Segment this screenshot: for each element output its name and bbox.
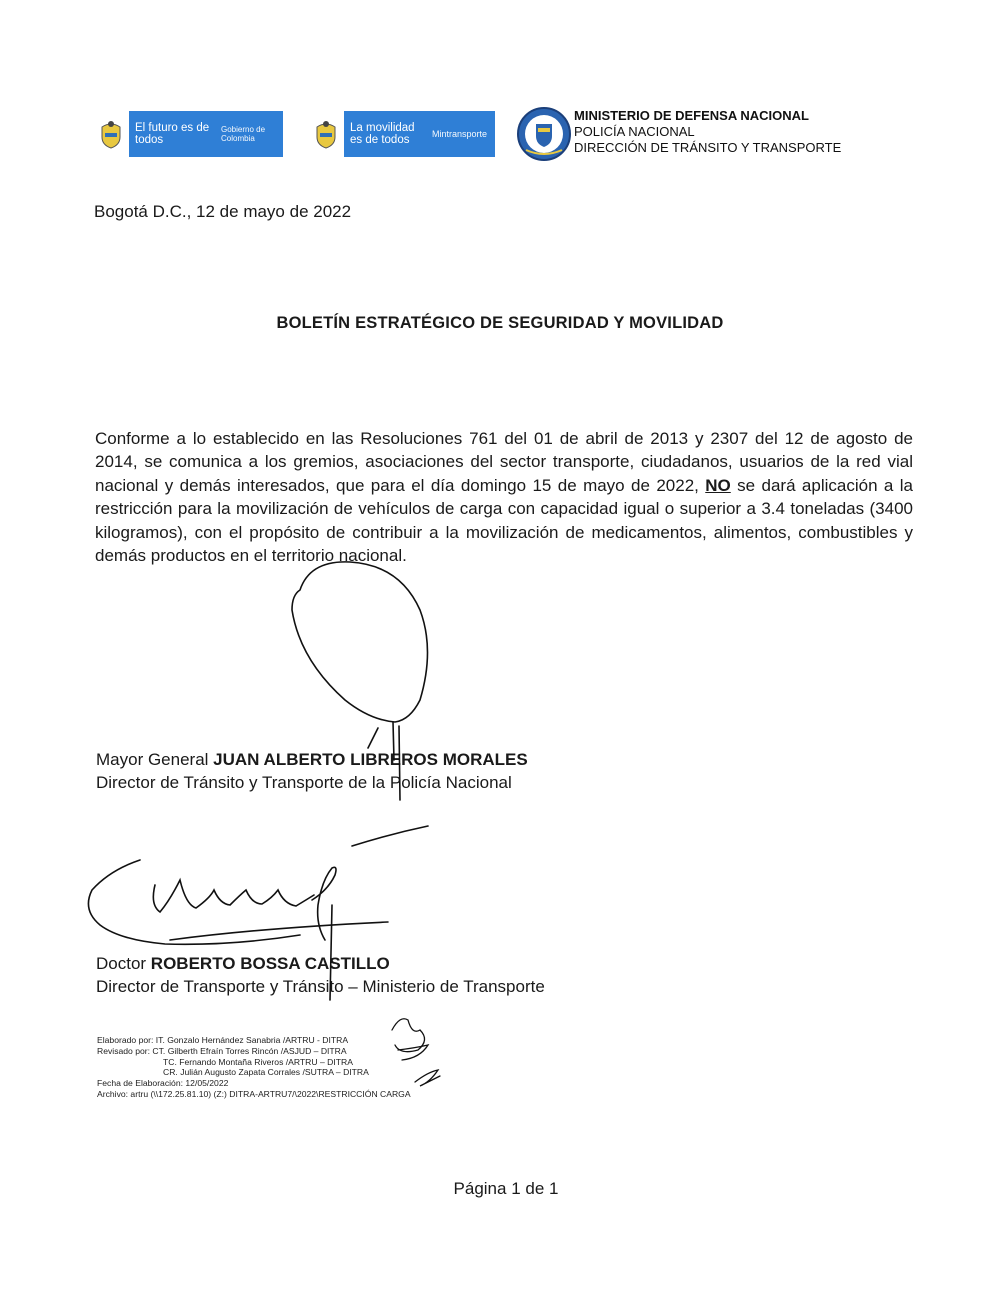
policia-nacional-seal-icon: [516, 106, 572, 162]
body-paragraph: [95, 427, 913, 567]
mintransporte-logo: [308, 111, 495, 157]
document-date: Bogotá D.C., 12 de mayo de 2022: [94, 202, 352, 221]
gobierno-logo: [93, 111, 283, 157]
document-title: BOLETÍN ESTRATÉGICO DE SEGURIDAD Y MOVILIDAD: [276, 314, 724, 332]
document-metadata: [97, 1035, 411, 1100]
body-text-after: se dará aplicación a la restricción para la movilización de vehículos de carga con capacidad igual o superior a 3.4 toneladas (3400 kilogramos), con el propósito de contribuir a la movilización de medicamentos, alimentos, combustibles y demás productos en el territorio nacional.: [95, 475, 913, 566]
elaborado-por: Elaborado por: IT. Gonzalo Hernández Sanabria /ARTRU - DITRA: [97, 1035, 349, 1045]
gobierno-slogan: El futuro es de todos: [135, 122, 210, 146]
archivo-path: Archivo: artru (\\172.25.81.10) (Z:) DITRA-ARTRU7/\2022\RESTRICCIÓN CARGA: [97, 1088, 411, 1099]
mintransporte-label: Mintransporte: [432, 128, 488, 139]
signatory-1-role: Director de Tránsito y Transporte de la Policía Nacional: [96, 773, 512, 792]
ministry-header: [574, 108, 841, 156]
signatory-1-name-line: [96, 748, 528, 771]
fecha-elaboracion: Fecha de Elaboración: 12/05/2022: [97, 1078, 229, 1089]
ministry-line-3: DIRECCIÓN DE TRÁNSITO Y TRANSPORTE: [574, 140, 842, 155]
mintransporte-slogan: La movilidad es de todos: [350, 122, 415, 146]
revisado-por-2: TC. Fernando Montaña Riveros /ARTRU – DITRA: [163, 1056, 353, 1067]
revisado-por-1: Revisado por: CT. Gilberth Efraín Torres Rincón /ASJUD – DITRA: [97, 1045, 347, 1056]
signatory-1-name: JUAN ALBERTO LIBREROS MORALES: [213, 750, 528, 769]
page-number: Página 1 de 1: [453, 1179, 559, 1198]
colombia-coat-of-arms-icon: [308, 111, 344, 157]
ministry-line-2: POLICÍA NACIONAL: [574, 124, 695, 139]
revisado-por-3: CR. Julián Augusto Zapata Corrales /SUTRA – DITRA: [163, 1067, 369, 1078]
signatory-2: [96, 952, 545, 998]
ministry-line-1: MINISTERIO DE DEFENSA NACIONAL: [574, 108, 809, 123]
signatory-1-prefix: Mayor General: [96, 750, 214, 769]
signatory-1: [96, 748, 528, 794]
colombia-coat-of-arms-icon: [93, 111, 129, 157]
gobierno-label: Gobierno de Colombia: [221, 125, 266, 143]
signatory-2-name-line: [96, 952, 545, 975]
signatory-2-prefix: Doctor: [96, 954, 151, 973]
body-text-before: Conforme a lo establecido en las Resoluciones 761 del 01 de abril de 2013 y 2307 del 12 de agosto de 2014, se comunica a los gremios, asociaciones del sector transporte, ciudadanos, usuarios de la red vial nacional y demás interesados, que para el día domingo 15 de mayo de 2022,: [95, 429, 913, 495]
signatory-2-name: ROBERTO BOSSA CASTILLO: [150, 954, 390, 973]
body-emphasis: NO: [705, 475, 731, 495]
signatory-2-role: Director de Transporte y Tránsito – Ministerio de Transporte: [96, 977, 545, 996]
